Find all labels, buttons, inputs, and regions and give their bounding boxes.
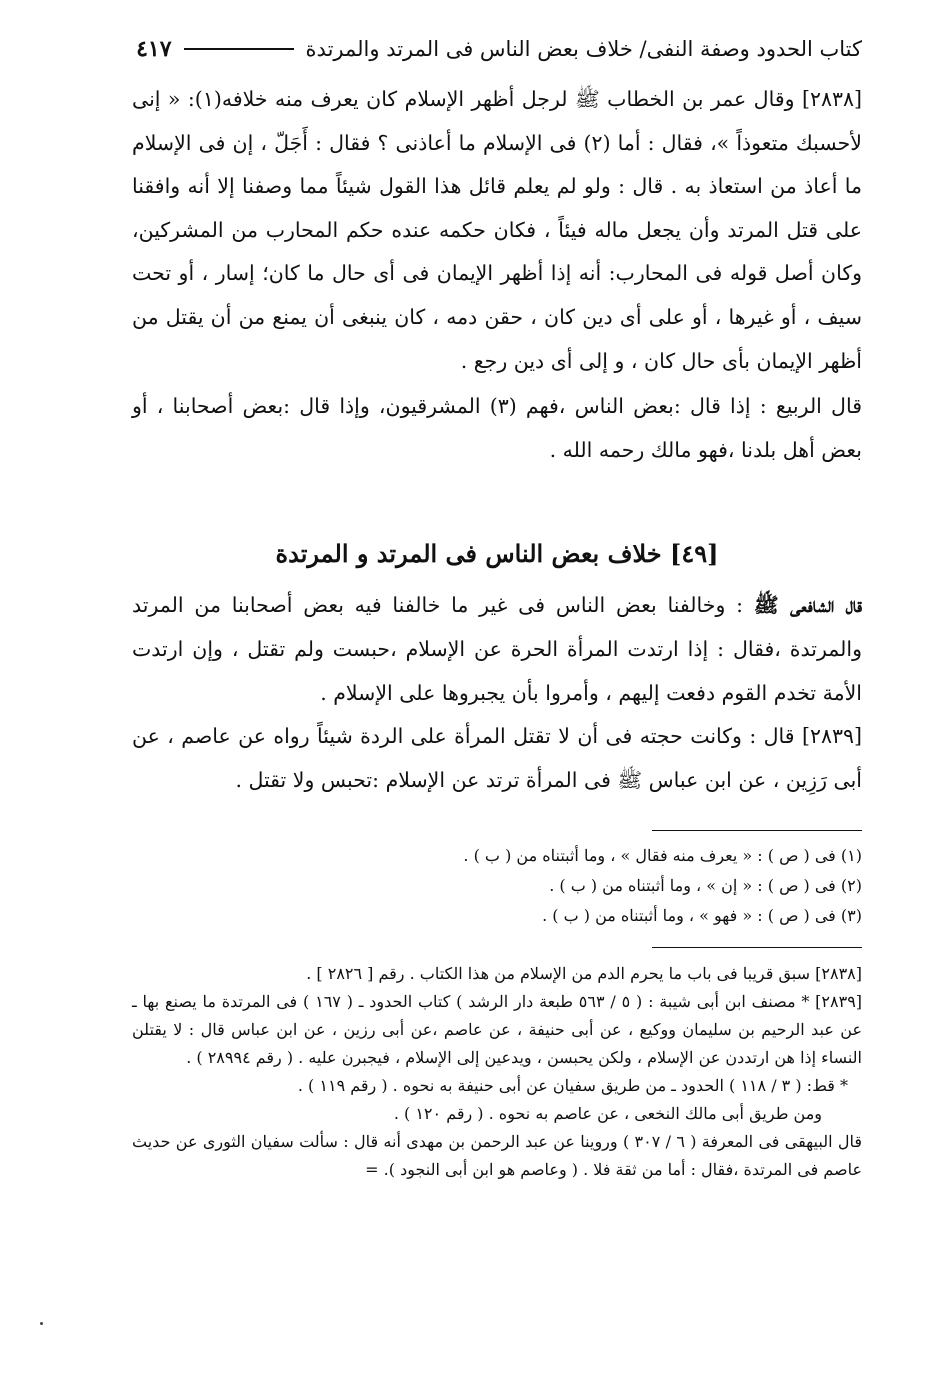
source-note: [٢٨٣٩] * مصنف ابن أبى شيبة : ( ٥ / ٥٦٣ طبعة دار الرشد ) كتاب الحدود ـ ( ١٦٧ ) فى المرتدة ما يصنع بها ـ عن عبد الرحيم بن سليمان ووكيع ، عن أبى حنيفة ، عن عاصم ،عن أبى رزين ، عن ابن عباس قال : لا يقتلن النساء إذا هن ارتددن عن الإسلام ، ولكن يحبسن ، ويدعين إلى الإسلام ، فيجبرن عليه . ( رقم ٢٨٩٩٤ ) . xyxy=(132,992,863,1068)
section-title: [٤٩] خلاف بعض الناس فى المرتد و المرتدة xyxy=(275,539,719,569)
source-note: قال البيهقى فى المعرفة ( ٦ / ٣٠٧ ) وروينا عن عبد الرحمن بن مهدى أنه قال : سألت سفيان الثورى عن حديث عاصم فى المرتدة ،فقال : أما من ثقة فلا . ( وعاصم هو ابن أبى النجود ). = xyxy=(132,1132,862,1180)
footnotes xyxy=(132,841,862,931)
header-rule xyxy=(184,48,294,50)
page-number: ٤١٧ xyxy=(136,36,172,62)
paragraph-rabi-note: قال الربيع : إذا قال :بعض الناس ،فهم (٣) المشرقيون، وإذا قال :بعض أصحابنا ، أو بعض أهل بلدنا ،فهو مالك رحمه الله . xyxy=(132,394,862,462)
footnote: (١) فى ( ص ) : « يعرف منه فقال » ، وما أثبتناه من ( ب ) . xyxy=(463,846,862,866)
footnotes-divider xyxy=(652,830,862,831)
paragraph-2838: [٢٨٣٨] وقال عمر بن الخطاب ﷺ لرجل أظهر الإسلام كان يعرف منه خلافه(١): « إنى لأحسبك متعوذاً »، فقال : أما (٢) فى الإسلام ما أعاذنى ؟ فقال : أَجَلّ ، إن فى الإسلام ما أعاذ من استعاذ به . قال : ولو لم يعلم قائل هذا القول شيئاً مما وصفنا إلا أنه وافقنا على قتل المرتد وأن يجعل ماله فيئاً ، فكان حكمه عنده حكم المحارب من المشركين، وكان أصل قوله فى المحارب: أنه إذا أظهر الإيمان فى أى حال ما كان؛ إسار ، أو تحت سيف ، أو غيرها ، أو على أى دين كان ، حقن دمه ، كان ينبغى أن يمنع من أن يقتل من أظهر الإيمان بأى حال كان ، و إلى أى دين رجع . xyxy=(132,87,863,373)
source-note: * قط: ( ٣ / ١١٨ ) الحدود ـ من طريق سفيان عن أبى حنيفة به نحوه . ( رقم ١١٩ ) . xyxy=(297,1076,848,1096)
intro-speaker: قال الشافعى ﷺ xyxy=(753,593,862,618)
source-notes xyxy=(132,960,862,1184)
scan-speck xyxy=(40,1322,43,1325)
section-intro xyxy=(132,584,862,715)
intro-text: : وخالفنا بعض الناس فى غير ما خالفنا فيه بعض أصحابنا من المرتد والمرتدة ،فقال : إذا ارتدت المرأة الحرة عن الإسلام ،حبست ولم تقتل ، وإن ارتدت الأمة تخدم القوم دفعت إليهم ، وأمروا بأن يجبروها على الإسلام . xyxy=(132,593,862,705)
header-title: كتاب الحدود وصفة النفى/ خلاف بعض الناس فى المرتد والمرتدة xyxy=(305,37,862,61)
footnote: (٢) فى ( ص ) : « إن » ، وما أثبتناه من ( ب ) . xyxy=(549,876,862,896)
source-note: ومن طريق أبى مالك النخعى ، عن عاصم به نحوه . ( رقم ١٢٠ ) . xyxy=(393,1104,822,1124)
source-note: [٢٨٣٨] سبق قريبا فى باب ما يحرم الدم من الإسلام من هذا الكتاب . رقم [ ٢٨٢٦ ] . xyxy=(306,964,862,984)
footnote: (٣) فى ( ص ) : « فهو » ، وما أثبتناه من ( ب ) . xyxy=(542,906,862,926)
sources-divider xyxy=(652,947,862,948)
running-header xyxy=(132,34,862,64)
paragraph-2839: [٢٨٣٩] قال : وكانت حجته فى أن لا تقتل المرأة على الردة شيئاً رواه عن عاصم ، عن أبى رَزِين ، عن ابن عباس ﷺ فى المرأة ترتد عن الإسلام :تحبس ولا تقتل . xyxy=(132,724,862,792)
